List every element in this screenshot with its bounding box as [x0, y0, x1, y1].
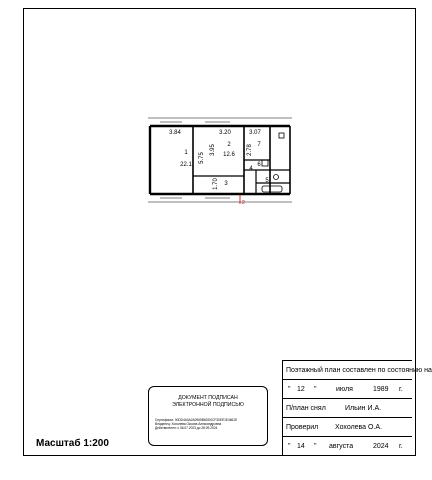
- stamp-certificate: Сертификат: 00DD4A0A2A0965B6DD0CF30EE1E4661E: [155, 418, 238, 422]
- bathtub-fixture: [262, 186, 282, 192]
- state-label: Поэтажный план составлен по состоянию на: [286, 367, 432, 374]
- scale-label: Масштаб 1:200: [36, 438, 109, 449]
- room-1-area: 22.1: [180, 162, 192, 168]
- date1-day: 12: [297, 386, 305, 393]
- date2-month: августа: [329, 443, 354, 450]
- room-7-number: 7: [257, 142, 261, 148]
- room-2-area: 12.6: [223, 152, 235, 158]
- info-row-state: [283, 361, 432, 380]
- dim-room2-width: 3.20: [219, 130, 231, 136]
- checked-by: Хохолева О.А.: [335, 424, 383, 431]
- toilet-fixture: [274, 175, 279, 180]
- date1-month: июля: [336, 386, 353, 393]
- stamp-title-line1: ДОКУМЕНТ ПОДПИСАН: [178, 395, 238, 401]
- dim-room3-width: 1.70: [213, 178, 219, 190]
- dim-room1-width: 3.84: [169, 130, 181, 136]
- room-5-number: 5: [265, 178, 269, 184]
- info-row-removed: [283, 399, 412, 418]
- room-2-number: 2: [227, 142, 231, 148]
- date2-year-suffix: г.: [399, 443, 403, 450]
- dim-room1-length: 5.75: [199, 152, 205, 164]
- stove-fixture: [262, 160, 268, 166]
- stamp-validity: Действителен: с 06.07.2023 до 28.09.2024: [155, 426, 218, 431]
- room-3-number: 3: [224, 181, 228, 187]
- dim-room7-width: 3.07: [249, 130, 261, 136]
- stamp-title-line2: ЭЛЕКТРОННОЙ ПОДПИСЬЮ: [172, 401, 244, 408]
- room-6-number: 6: [257, 162, 261, 168]
- sink-fixture: [279, 133, 284, 138]
- e-signature-stamp: [148, 386, 268, 446]
- info-row-date2: [283, 437, 412, 456]
- info-row-date1: [283, 380, 412, 399]
- removed-label: П/план снял: [286, 405, 326, 412]
- room-1-number: 1: [184, 150, 188, 156]
- dim-room2-length: 3.95: [210, 144, 216, 156]
- info-row-checked: [283, 418, 412, 437]
- stamp-owner: Владелец: Хохолева Оксана Александровна: [155, 422, 222, 427]
- quote-close: ": [314, 386, 317, 393]
- removed-by: Ильин И.А.: [345, 405, 382, 412]
- room-4-number: 4: [249, 166, 253, 172]
- date2-day: 14: [297, 443, 305, 450]
- date2-year: 2024: [373, 443, 389, 450]
- quote-open: ": [288, 443, 291, 450]
- quote-close: ": [314, 443, 317, 450]
- date1-year-suffix: г.: [399, 386, 403, 393]
- quote-open: ": [288, 386, 291, 393]
- date1-year: 1989: [373, 386, 389, 393]
- checked-label: Проверил: [286, 424, 319, 431]
- section-marker: 2: [242, 200, 245, 206]
- dim-room7-length: 2.78: [247, 144, 253, 156]
- plan-info-table: [282, 360, 432, 455]
